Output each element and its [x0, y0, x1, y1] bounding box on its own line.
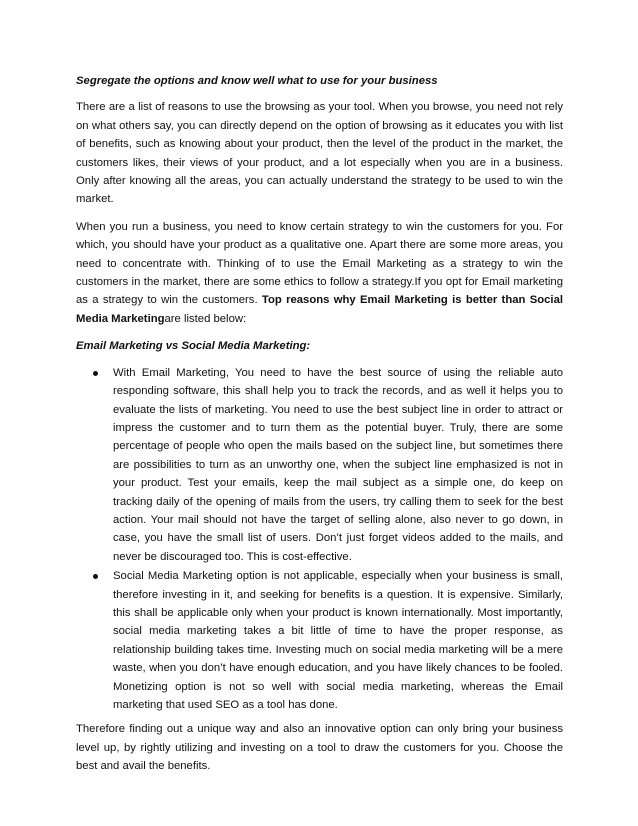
paragraph-run-business-text: When you run a business, you need to know certain strategy to win the customers for you. For which, you should have your product as a qualitative one. Apart there are some more areas, you need to concentrate with. Thinking of to use the Email Marketing as a strategy to win the customers in the market, there are some ethics to follow a strategy.If you opt for Email marketing as a strategy to win the customers. [76, 220, 563, 307]
section-heading-segregate: Segregate the options and know well what to use for your business [76, 75, 438, 87]
bullet-email-marketing [76, 364, 563, 566]
paragraph-run-business-bold: Top reasons why Email Marketing is better than Social Media Marketing [76, 294, 563, 325]
bullet-social-media-marketing-text: Social Media Marketing option is not applicable, especially when your business is small, therefore investing in it, and seeking for benefits is a question. It is expensive. Similarly, this shall be applicable only when your product is known internationally. Most importantly, social media marketing takes a bit little of time to have the proper response, as relationship building takes time. Investing much on social media marketing will be a mere waste, when you don’t have enough education, and you have likely chances to be fooled. Monetizing option is not so well with social media marketing, whereas the Email marketing that used SEO as a tool has done. [113, 570, 563, 711]
paragraph-run-business-tail: are listed below: [164, 312, 247, 325]
bullet-email-marketing-text: With Email Marketing, You need to have the best source of using the reliable auto responding software, this shall help you to track the records, and as well it helps you to evaluate the lists of marketing. You need to use the best subject line in order to attract or impress the customer and to turn them as the potential buyer. Truly, there are some percentage of people who open the mails based on the subject line, but sometimes there are possibilities to turn as an unworthy one, when the subject line emphasized is not in your product. Test your emails, keep the mail subject as a simple one, do keep on tracking daily of the opening of mails from the users, try calling them to seek for the best action. Your mail should not have the target of selling alone, also never to go down, in case, you have the small list of users. Don’t just forget videos added to the mails, and never be discouraged too. This is cost-effective. [113, 366, 563, 563]
comparison-bullet-list [76, 364, 563, 715]
bullet-icon [93, 574, 98, 579]
paragraph-closing: Therefore finding out a unique way and also an innovative option can only bring your business level up, by rightly utilizing and investing on a tool to draw the customers for you. Choose the best and avail the benefits. [76, 723, 563, 773]
bullet-icon [93, 371, 98, 376]
section-heading-comparison: Email Marketing vs Social Media Marketing: [76, 340, 311, 353]
paragraph-run-business [76, 218, 563, 328]
document-page [76, 72, 563, 785]
bullet-social-media-marketing [76, 567, 563, 714]
paragraph-browsing-reasons: There are a list of reasons to use the browsing as your tool. When you browse, you need not rely on what others say, you can directly depend on the option of browsing as it educates you with list of benefits, such as knowing about your product, then the level of the product in the market, the customers likes, their views of your product, and a lot especially when you are in a business. Only after knowing all the areas, you can actually understand the strategy to be used to win the market. [76, 101, 563, 206]
